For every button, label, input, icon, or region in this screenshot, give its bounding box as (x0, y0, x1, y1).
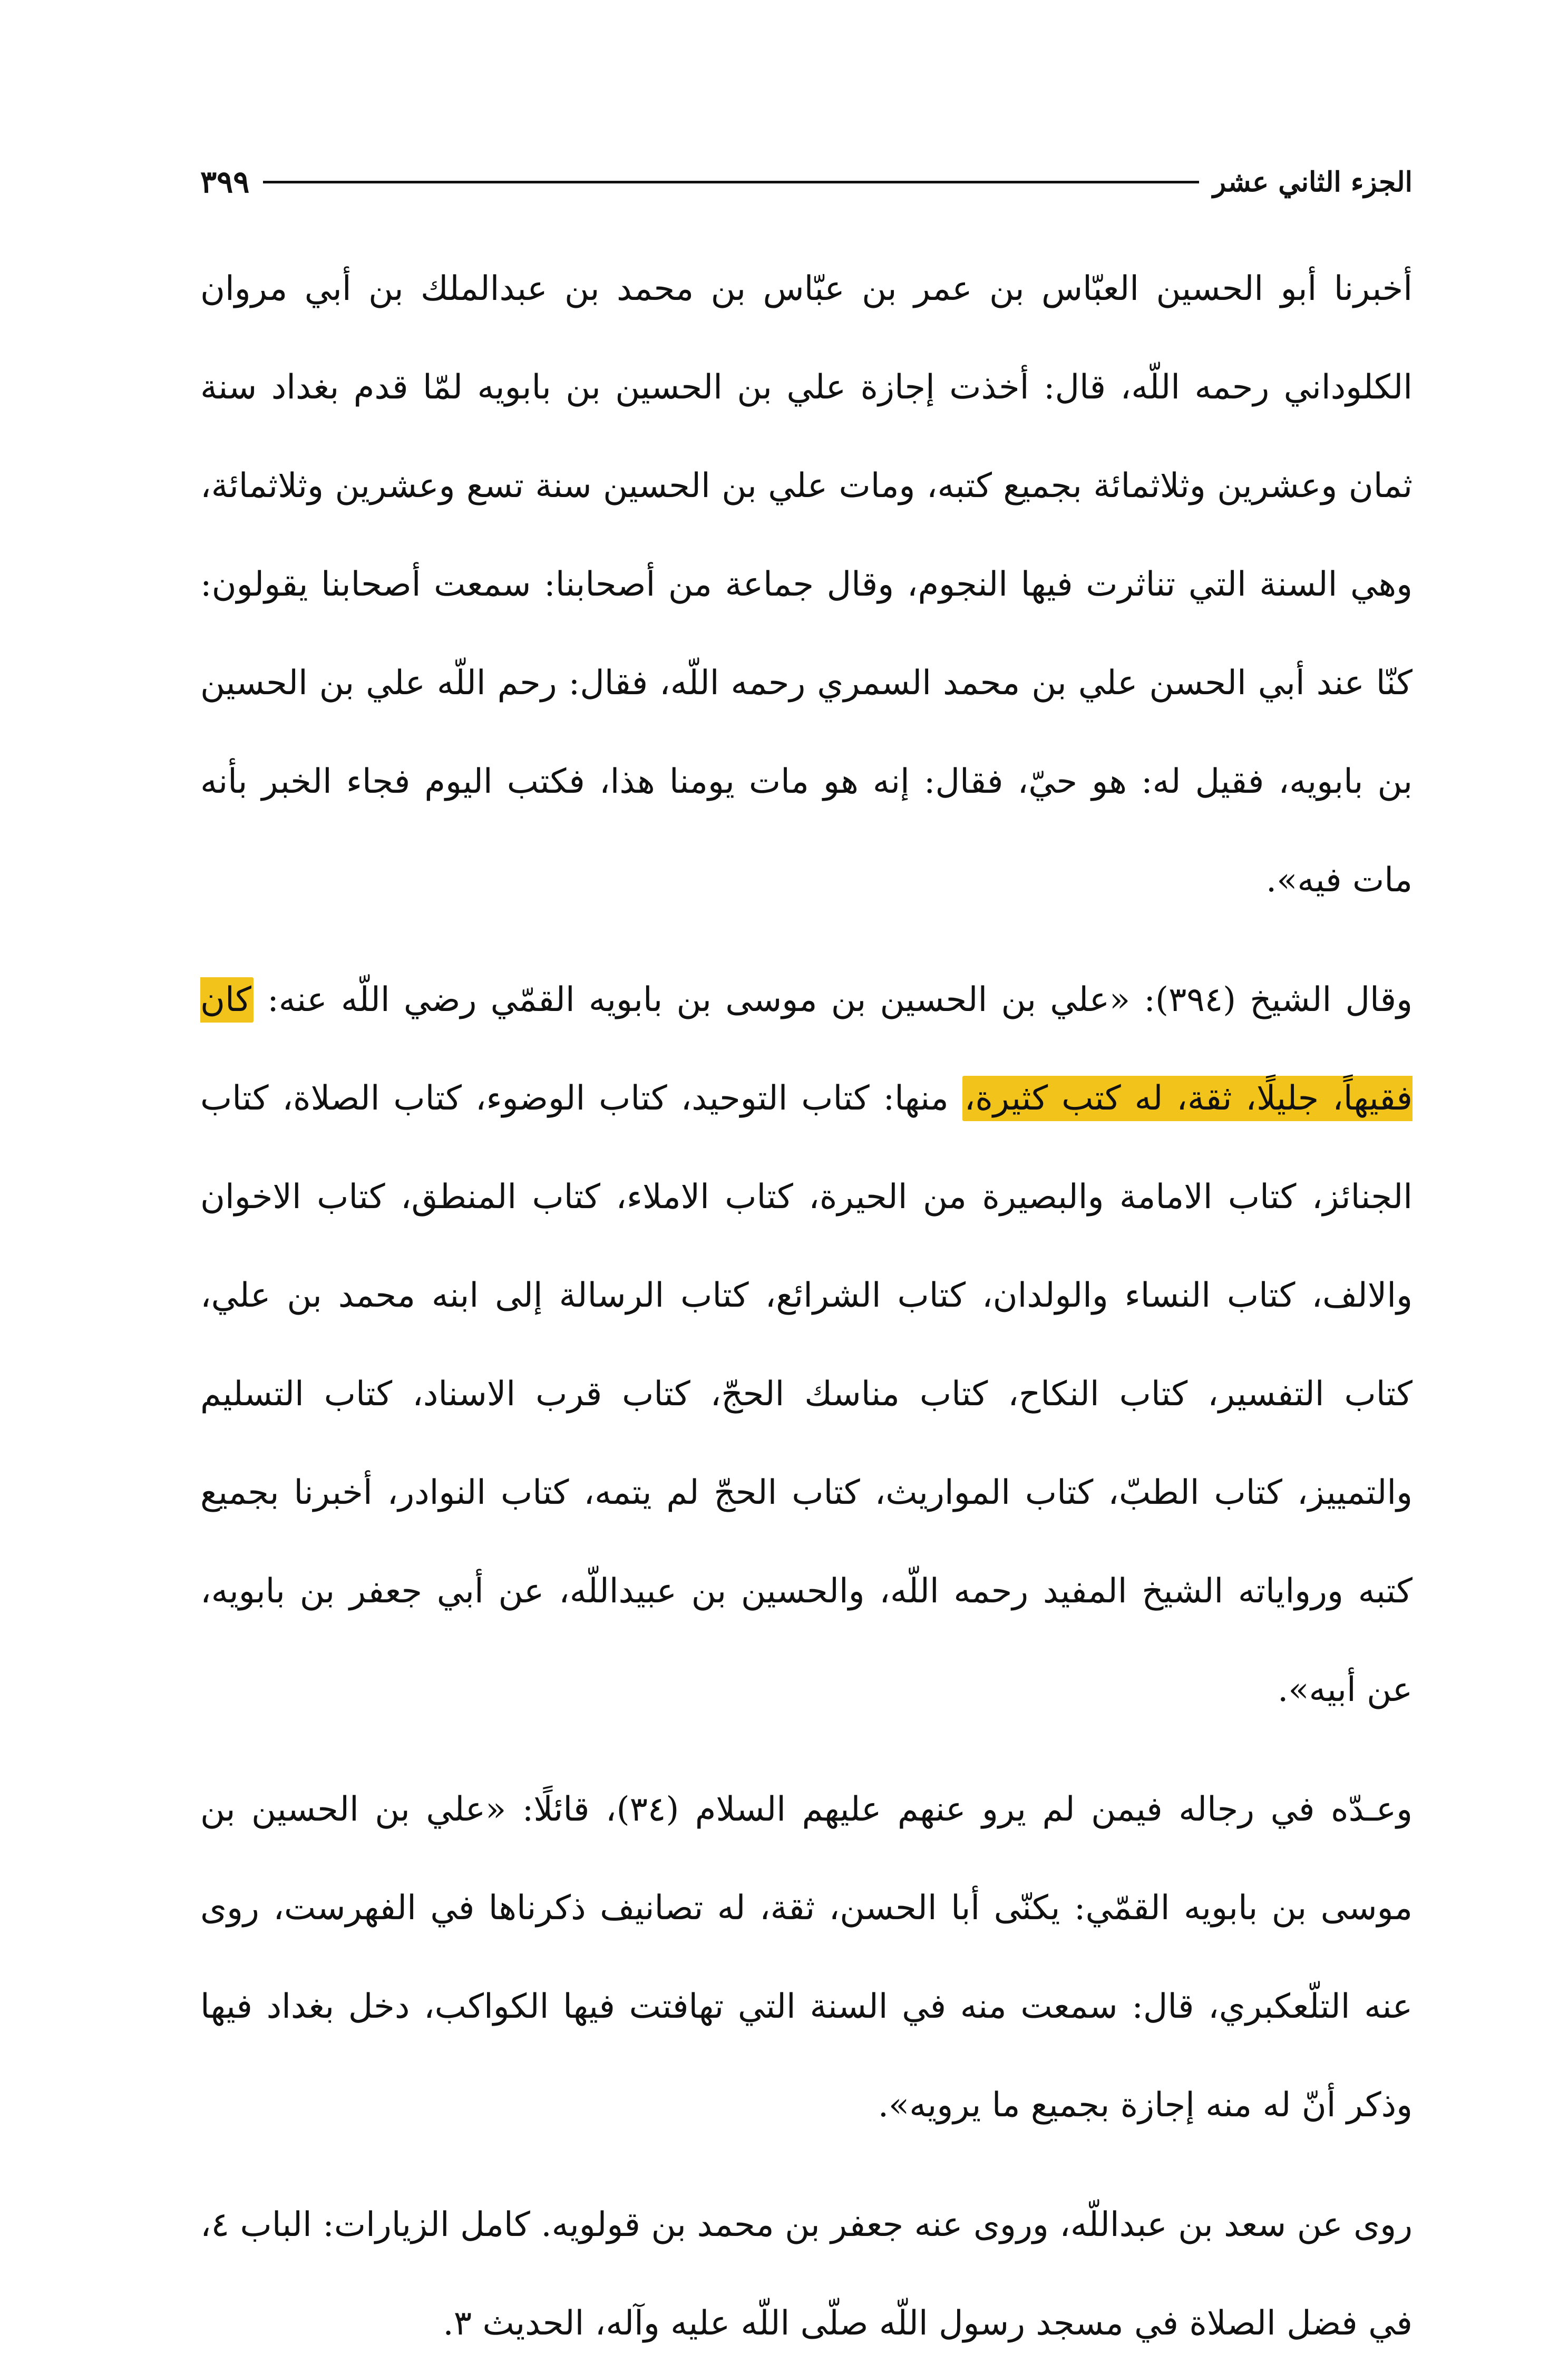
paragraph-1: أخبرنا أبو الحسين العبّاس بن عمر بن عبّاس بن محمد بن عبدالملك بن أبي مروان الكلوداني رحمه اللّه، قال: أخذت إجازة علي بن الحسين بن بابويه لمّا قدم بغداد سنة ثمان وعشرين وثلاثمائة بجميع كتبه، ومات علي بن الحسين سنة تسع وعشرين وثلاثمائة، وهي السنة التي تناثرت فيها النجوم، وقال جماعة من أصحابنا: سمعت أصحابنا يقولون: كنّا عند أبي الحسن علي بن محمد السمري رحمه اللّه، فقال: رحم اللّه علي بن الحسين بن بابويه، فقيل له: هو حيّ، فقال: إنه هو مات يومنا هذا، فكتب اليوم فجاء الخبر بأنه مات فيه». (200, 269, 1413, 900)
paragraph-2 (200, 951, 1413, 1739)
page-header (200, 158, 1413, 206)
paragraph-2-rest: منها: كتاب التوحيد، كتاب الوضوء، كتاب الصلاة، كتاب الجنائز، كتاب الامامة والبصيرة من الحيرة، كتاب الاملاء، كتاب المنطق، كتاب الاخوان والالف، كتاب النساء والولدان، كتاب الشرائع، كتاب الرسالة إلى ابنه محمد بن علي، كتاب التفسير، كتاب النكاح، كتاب مناسك الحجّ، كتاب قرب الاسناد، كتاب التسليم والتمييز، كتاب الطبّ، كتاب المواريث، كتاب الحجّ لم يتمه، كتاب النوادر، أخبرنا بجميع كتبه ورواياته الشيخ المفيد رحمه اللّه، والحسين بن عبيداللّه، عن أبي جعفر بن بابويه، عن أبيه». (200, 1079, 1413, 1709)
paragraph-4: روى عن سعد بن عبداللّه، وروى عنه جعفر بن محمد بن قولويه. كامل الزيارات: الباب ٤، في فضل الصلاة في مسجد رسول اللّه صلّى اللّه عليه وآله، الحديث ٣. (200, 2205, 1413, 2343)
page-number: ٣٩٩ (200, 164, 250, 200)
paragraph-2-start: وقال الشيخ (٣٩٤): «علي بن الحسين بن موسى بن بابويه القمّي رضي اللّه عنه: (253, 980, 1413, 1019)
highlighted-text[interactable]: كان فقيهاً، جليلًا، ثقة، له كتب كثيرة، (200, 977, 1413, 1121)
running-title: الجزء الثاني عشر (1213, 166, 1413, 198)
header-rule (263, 181, 1199, 183)
page-body (200, 240, 1413, 2373)
paragraph-3: وعـدّه في رجاله فيمن لم يرو عنهم عليهم السلام (٣٤)، قائلًا: «علي بن الحسين بن موسى بن بابويه القمّي: يكنّى أبا الحسن، ثقة، له تصانيف ذكرناها في الفهرست، روى عنه التلّعكبري، قال: سمعت منه في السنة التي تهافتت فيها الكواكب، دخل بغداد فيها وذكر أنّ له منه إجازة بجميع ما يرويه». (200, 1790, 1413, 2125)
